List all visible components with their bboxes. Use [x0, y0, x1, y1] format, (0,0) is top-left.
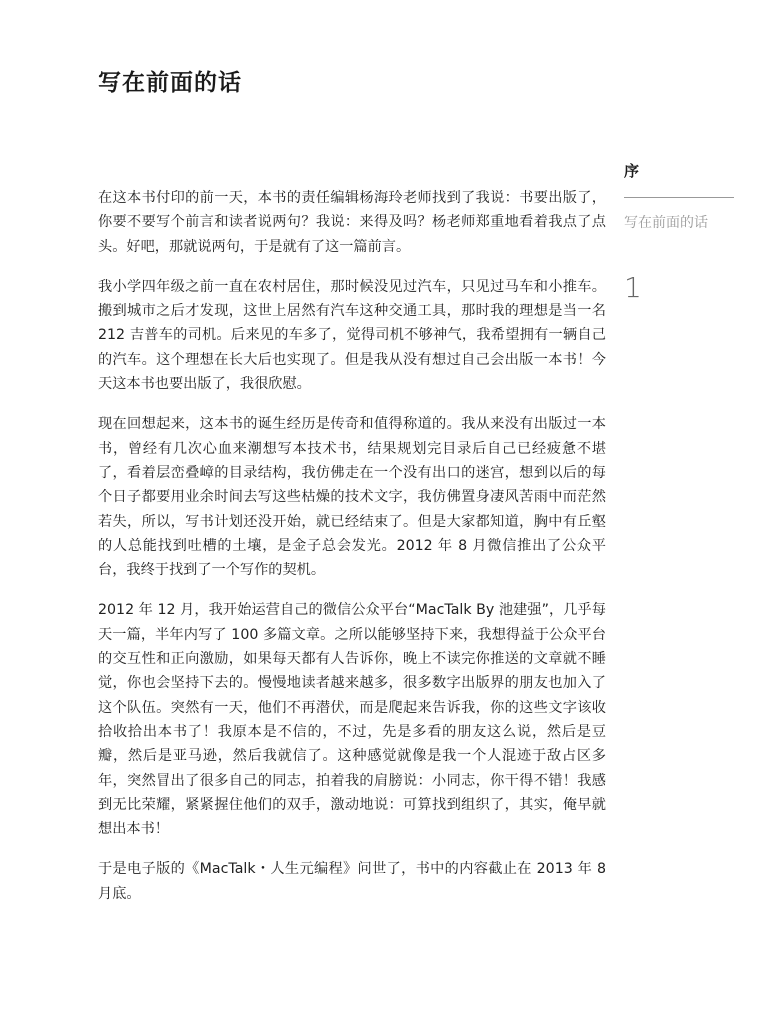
page-number: 1	[624, 271, 642, 304]
paragraph-4: 2012 年 12 月，我开始运营自己的微信公众平台“MacTalk By 池建强”，几乎每天一篇，半年内写了 100 多篇文章。之所以能够坚持下来，我想得益于公众平台的交互性和正向激励，如果每天都有人告诉你，晚上不读完你推送的文章就不睡觉，你也会坚持下去的。慢慢地读者越来越多，很多数字出版界的朋友也加入了这个队伍。突然有一天，他们不再潜伏，而是爬起来告诉我，你的这些文字该收拾收拾出本书了！我原本是不信的，不过，先是多看的朋友这么说，然后是豆瓣，然后是亚马逊，然后我就信了。这种感觉就像是我一个人混迹于敌占区多年，突然冒出了很多自己的同志，拍着我的肩膀说：小同志，你干得不错！我感到无比荣耀，紧紧握住他们的双手，激动地说：可算找到组织了，其实，俺早就想出本书！	[98, 602, 606, 838]
section-name: 写在前面的话	[624, 215, 708, 231]
paragraph-3: 现在回想起来，这本书的诞生经历是传奇和值得称道的。我从来没有出版过一本书，曾经有几次心血来潮想写本技术书，结果规划完目录后自己已经疲惫不堪了，看着层峦叠嶂的目录结构，我仿佛走在一个没有出口的迷宫，想到以后的每个日子都要用业余时间去写这些枯燥的技术文字，我仿佛置身凄风苦雨中而茫然若失，所以，写书计划还没开始，就已经结束了。但是大家都知道，胸中有丘壑的人总能找到吐槽的土壤，是金子总会发光。2012 年 8 月微信推出了公众平台，我终于找到了一个写作的契机。	[98, 416, 606, 579]
page-title: 写在前面的话	[98, 70, 242, 96]
paragraph-2: 我小学四年级之前一直在农村居住，那时候没见过汽车，只见过马车和小推车。搬到城市之后才发现，这世上居然有汽车这种交通工具，那时我的理想是当一名 212 吉普车的司机。后来见的车多了，觉得司机不够神气，我希望拥有一辆自己的汽车。这个理想在长大后也实现了。但是我从没有想过自己会出版一本书！今天这本书也要出版了，我很欣慰。	[98, 278, 606, 393]
chapter-label: 序	[624, 162, 640, 180]
main-content	[98, 186, 606, 922]
paragraph-1: 在这本书付印的前一天，本书的责任编辑杨海玲老师找到了我说：书要出版了，你要不要写个前言和读者说两句？我说：来得及吗？杨老师郑重地看着我点了点头。好吧，那就说两句，于是就有了这一篇前言。	[98, 190, 606, 255]
sidebar	[624, 156, 736, 302]
sidebar-divider	[624, 197, 734, 198]
paragraph-5: 于是电子版的《MacTalk・人生元编程》问世了，书中的内容截止在 2013 年 8 月底。	[98, 861, 606, 902]
